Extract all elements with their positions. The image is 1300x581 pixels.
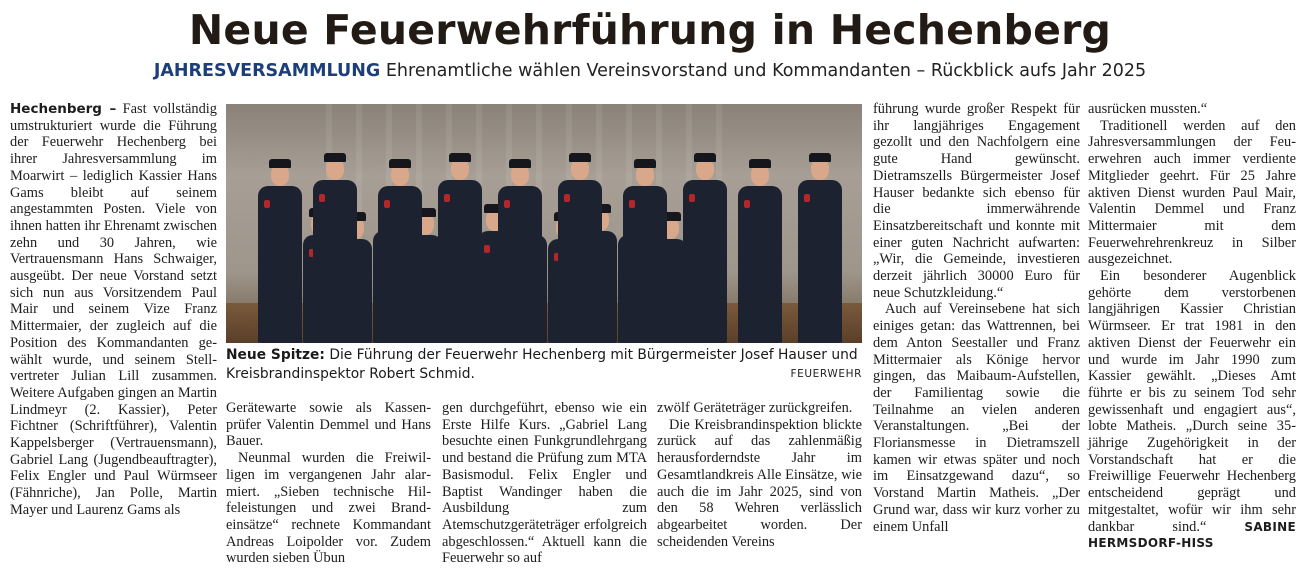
column-6-paragraph-3: Ein besonderer Augenblick gehörte dem verstorbenen langjährigen Kassier Christian Würmseer. Er trat 1981 in den aktiven Dienst der Feuerwehr ein und wurde im Jahr 1990 zum Kassier gewählt. „Dieses Amt führte er bis zu seinem Tod sehr gewissenhaft und engagiert aus“, lobte Matheis. „Durch seine 35-jährige Zugehörigkeit in der Vorstandschaft hat er die Freiwillige Feuerwehr Hechenberg entscheidend geprägt und mitgestaltet, wofür wir ihm sehr dankbar sind.“ bbox=[1088, 268, 1296, 535]
article-column-1 bbox=[10, 101, 217, 519]
article-column-4 bbox=[657, 400, 862, 550]
column-5-paragraph-2: Auch auf Vereinsebene hat sich einiges getan: das Wattrennen, bei dem Anton Seestaller und Franz Mittermaier als Könige hervor gingen, das Maibaum-Aufstellen, der Familientag sowie die Teilnahme an vielen anderen Veranstaltungen. „Bei der Floriansmesse in Dietramszell kamen wir etwas später und noch im Einsatzgewand dazu“, so Vorstand Martin Matheis. „Der Grund war, dass wir kurz vorher zu einem Unfall bbox=[873, 301, 1080, 535]
article-column-6 bbox=[1088, 101, 1296, 552]
kicker: JAHRESVERSAMMLUNG bbox=[153, 61, 381, 81]
article-column-2 bbox=[226, 400, 431, 567]
column-6-paragraph-1: ausrücken mussten.“ bbox=[1088, 101, 1208, 117]
firefighter-figure bbox=[796, 142, 844, 343]
firefighter-figure bbox=[556, 142, 604, 343]
column-3-paragraph-1: gen durchgeführt, ebenso wie ein Erste Hilfe Kurs. „Gabriel Lang besuchte einen Funkgrundlehrgang und bestand die Prüfung zum MTA Basismodul. Felix Engler und Baptist Wandinger haben die Ausbildung zum Atemschutzgeräteträger erfolgreich abgeschlossen.“ Aktuell kann die Feuerwehr so auf bbox=[442, 400, 647, 567]
column-2-paragraph-1: Gerätewarte sowie als Kassenprüfer Valentin Demmel und Hans Bauer. bbox=[226, 400, 431, 450]
column-4-paragraph-2: Die Kreisbrandinspektion blickte zurück auf das zahlenmäßig herausforderndste Jahr im Gesamtlandkreis Alle Einsätze, wie auch die im Jahr 2025, sind von den 58 Wehren verlässlich abgearbeitet worden. Der scheidenden Vereins bbox=[657, 416, 862, 550]
photo-credit: FEUERWEHR bbox=[790, 368, 862, 380]
article-column-5 bbox=[873, 101, 1080, 535]
photo-caption bbox=[226, 346, 862, 383]
firefighter-figure bbox=[376, 148, 424, 343]
column-2-paragraph-2: Neunmal wurden die Freiwilligen im vergangenen Jahr alarmiert. „Sieben technische Hilfeleistungen und zwei Brandeinsätze“ rechnete Kommandant Andreas Loipolder vor. Zudem wurden sieben Übun bbox=[226, 450, 431, 567]
caption-lead: Neue Spitze: bbox=[226, 347, 325, 363]
firefighter-figure bbox=[681, 142, 729, 343]
firefighter-figure bbox=[436, 142, 484, 343]
subheadline-text: Ehrenamtliche wählen Vereinsvorstand und Kommandanten – Rückblick aufs Jahr 2025 bbox=[385, 61, 1147, 81]
dateline: Hechenberg – bbox=[10, 101, 117, 117]
caption-text: Die Führung der Feuerwehr Hechenberg mit Bürgermeister Josef Hauser und Kreisbrandinspektor Robert Schmid. bbox=[226, 347, 858, 382]
firefighter-figure bbox=[311, 142, 359, 343]
author-byline: SABINE HERMSDORF-HISS bbox=[1088, 519, 1296, 551]
column-5-paragraph-1: führung wurde großer Respekt für ihr langjähriges Engagement gezollt und den Nachfolgern eine gute Hand gewünscht. Dietramszells Bürgermeister Josef Hauser bedankte sich ebenso für die immerwährende Einsatzbereitschaft und konnte mit einer guten Nachricht aufwarten: „Wir, die Gemeinde, investieren derzeit jährlich 30000 Euro für neue Schutzkleidung.“ bbox=[873, 101, 1080, 301]
firefighter-figure bbox=[496, 148, 544, 343]
firefighter-figure bbox=[621, 148, 669, 343]
firefighter-figure bbox=[736, 148, 784, 343]
group-photo bbox=[226, 104, 862, 343]
article-column-3 bbox=[442, 400, 647, 567]
subheadline bbox=[0, 61, 1300, 81]
column-6-paragraph-2: Traditionell werden auf den Jahresversammlungen der Feuerwehren auch immer verdiente Mitglieder geehrt. Für 25 Jahre aktiven Dienst wurden Paul Mair, Valentin Demmel und Franz Mittermaier mit dem Feuerwehrehrenkreuz in Silber ausgezeichnet. bbox=[1088, 117, 1296, 268]
headline: Neue Feuerwehrführung in Hechenberg bbox=[188, 6, 1112, 54]
column-1-text: Fast vollständig umstrukturiert wurde die Führung der Feuerwehr Hechenberg bei ihrer Jahresversammlung im Moarwirt – lediglich Kassier Hans Gams bleibt auf seinem angestammten Posten. Viele von ihnen hatten ihr Ehrenamt zwischen zehn und 30 Jahren, wie Vertrauensmann Hans Schwaiger, ausgeübt. Der neue Vorstand setzt sich nun aus Vorsitzendem Paul Mair und seinem Vize Franz Mittermaier, der zugleich auf die Position des Kommandanten gewählt wurde, und seinem Stellvertreter Julian Lill zusammen. Weitere Aufgaben gingen an Martin Lindmeyr (2. Kassier), Peter Fichtner (Schriftführer), Valentin Kappelsberger (Vertrauensmann), Gabriel Lang (Jugendbeauftragter), Felix Engler und Paul Würmseer (Fähnriche), Jan Polle, Martin Mayer und Laurenz Gams als bbox=[10, 101, 217, 518]
firefighter-figure bbox=[256, 148, 304, 343]
column-4-paragraph-1: zwölf Geräteträger zurückgreifen. bbox=[657, 400, 853, 416]
